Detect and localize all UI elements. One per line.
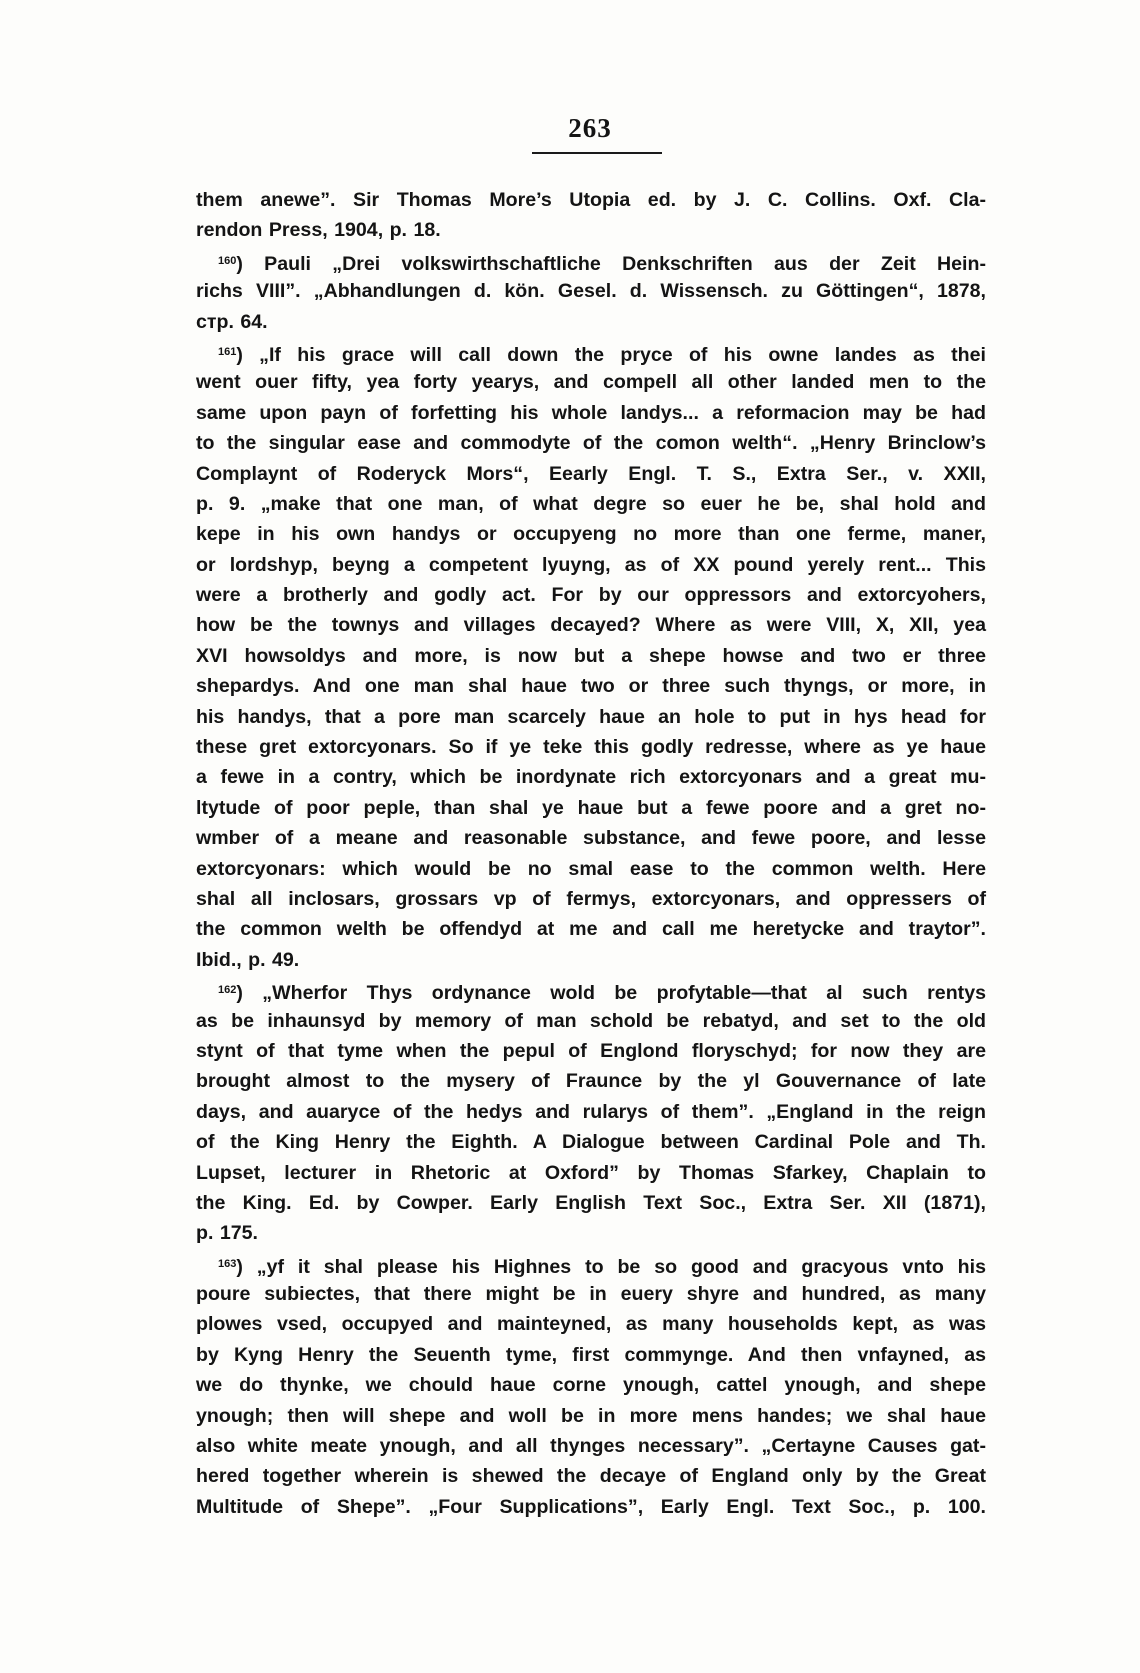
text-line [196, 671, 986, 701]
line-text: plowes vsed, occupyed and mainteyned, as many households kept, as was [196, 1313, 986, 1336]
text-line [196, 1340, 986, 1370]
footnote-number: 160 [218, 254, 237, 267]
line-text: poure subiectes, that there might be in euery shyre and hundred, as many [196, 1283, 986, 1306]
footnote-number: 161 [218, 345, 237, 358]
text-line [196, 884, 986, 914]
text-line [196, 1401, 986, 1431]
line-text: wmber of a meane and reasonable substance, and fewe poore, and lesse [196, 827, 986, 850]
text-line [196, 641, 986, 671]
line-text: Complaynt of Roderyck Mors“, Eearly Engl. T. S., Extra Ser., v. XXII, [196, 462, 986, 485]
line-text: стр. 64. [196, 310, 268, 333]
line-text: by Kyng Henry the Seuenth tyme, first commynge. And then vnfayned, as [196, 1343, 986, 1366]
line-text: his handys, that a pore man scarcely haue an hole to put in hys head for [196, 705, 986, 728]
line-text: we do thynke, we chould haue corne ynough, cattel ynough, and shepe [196, 1374, 986, 1397]
text-line [196, 823, 986, 853]
line-text: the common welth be offendyd at me and call me heretycke and traytor”. [196, 918, 986, 941]
line-text: brought almost to the mysery of Fraunce by the yl Gouvernance of late [196, 1070, 986, 1093]
text-line [196, 489, 986, 519]
text-line [196, 428, 986, 458]
text-line [196, 1188, 986, 1218]
line-text: Lupset, lecturer in Rhetoric at Oxford” by Thomas Sfarkey, Chaplain to [196, 1161, 986, 1184]
line-text: how be the townys and villages decayed? Where as were VIII, X, XII, yea [196, 614, 986, 637]
text-line [196, 1492, 986, 1522]
footnotes-text-block [196, 185, 986, 1522]
line-text: shal all inclosars, grossars vp of fermys, extorcyonars, and oppressers of [196, 887, 986, 910]
footnote-number: 162 [218, 984, 237, 997]
line-text: stynt of that tyme when the pepul of Englond floryschyd; for now they are [196, 1039, 986, 1062]
text-line [196, 945, 986, 975]
line-text: as be inhaunsyd by memory of man schold be rebatyd, and set to the old [196, 1009, 986, 1032]
text-line [196, 580, 986, 610]
text-line [196, 307, 986, 337]
line-text: rendon Press, 1904, p. 18. [196, 219, 441, 242]
text-line [196, 1218, 986, 1248]
line-text: were a brotherly and godly act. For by our oppressors and extorcyohers, [196, 584, 986, 607]
footnote-start-line [196, 337, 986, 367]
line-text: hered together wherein is shewed the decaye of England only by the Great [196, 1465, 986, 1488]
text-line [196, 1036, 986, 1066]
line-text: them anewe”. Sir Thomas More’s Utopia ed. by J. C. Collins. Oxf. Cla- [196, 189, 986, 211]
text-line [196, 1370, 986, 1400]
line-text: ) Pauli „Drei volkswirthschaftliche Denkschriften aus der Zeit Hein- [236, 252, 986, 275]
line-text: a fewe in a contry, which be inordynate rich extorcyonars and a great mu- [196, 766, 986, 789]
text-line [196, 1097, 986, 1127]
text-line [196, 459, 986, 489]
text-line [196, 1309, 986, 1339]
line-text: ) „Wherfor Thys ordynance wold be profytable—that al such rentys [236, 982, 986, 1005]
line-text: of the King Henry the Eighth. A Dialogue between Cardinal Pole and Th. [196, 1131, 986, 1154]
text-line [196, 1006, 986, 1036]
line-text: ltytude of poor peple, than shal ye haue but a fewe poore and a gret no- [196, 796, 986, 819]
line-text: to the singular ease and commodyte of the comon welth“. „Henry Brinclow’s [196, 432, 986, 455]
text-line [196, 398, 986, 428]
page-number: 263 [568, 113, 612, 143]
line-text: XVI howsoldys and more, is now but a shepe howse and two er three [196, 644, 986, 667]
text-line [196, 793, 986, 823]
text-line [196, 1279, 986, 1309]
header-rule [532, 152, 662, 154]
text-line [196, 1431, 986, 1461]
line-text: also white meate ynough, and all thynges necessary”. „Certayne Causes gat- [196, 1435, 986, 1458]
text-line [196, 854, 986, 884]
text-line [196, 610, 986, 640]
line-text: days, and auaryce of the hedys and rularys of them”. „England in the reign [196, 1100, 986, 1123]
line-text: richs VIII”. „Abhandlungen d. kön. Gesel. d. Wissensch. zu Göttingen“, 1878, [196, 280, 986, 303]
line-text: ynough; then will shepe and woll be in more mens handes; we shal haue [196, 1404, 986, 1427]
text-line [196, 702, 986, 732]
text-line [196, 550, 986, 580]
text-line [196, 762, 986, 792]
text-line [196, 519, 986, 549]
line-text: kepe in his own handys or occupyeng no more than one ferme, maner, [196, 523, 986, 546]
text-line [196, 276, 986, 306]
line-text: went ouer fifty, yea forty yearys, and compell all other landed men to the [196, 371, 986, 394]
line-text: Multitude of Shepe”. „Four Supplications”, Early Engl. Text Soc., p. 100. [196, 1495, 986, 1518]
text-line [196, 185, 986, 215]
footnote-start-line [196, 246, 986, 276]
line-text: ) „yf it shal please his Highnes to be so good and gracyous vnto his [236, 1255, 986, 1278]
line-text: these gret extorcyonars. So if ye teke this godly redresse, where as ye haue [196, 736, 986, 759]
text-line [196, 732, 986, 762]
text-line [196, 215, 986, 245]
line-text: Ibid., p. 49. [196, 948, 300, 971]
footnote-start-line [196, 975, 986, 1005]
line-text: ) „If his grace will call down the pryce of his owne landes as thei [236, 343, 986, 366]
footnote-start-line [196, 1249, 986, 1279]
line-text: p. 9. „make that one man, of what degre so euer he be, shal hold and [196, 492, 986, 515]
text-line [196, 1461, 986, 1491]
text-line [196, 1127, 986, 1157]
line-text: p. 175. [196, 1222, 258, 1245]
line-text: shepardys. And one man shal haue two or three such thyngs, or more, in [196, 675, 986, 698]
text-line [196, 1158, 986, 1188]
line-text: same upon payn of forfetting his whole landys... a reformacion may be had [196, 401, 986, 424]
text-line [196, 914, 986, 944]
line-text: extorcyonars: which would be no smal ease to the common welth. Here [196, 857, 986, 880]
line-text: or lordshyp, beyng a competent lyuyng, as of XX pound yerely rent... This [196, 553, 986, 576]
text-line [196, 367, 986, 397]
footnote-number: 163 [218, 1257, 237, 1270]
text-line [196, 1066, 986, 1096]
line-text: the King. Ed. by Cowper. Early English Text Soc., Extra Ser. XII (1871), [196, 1191, 986, 1214]
